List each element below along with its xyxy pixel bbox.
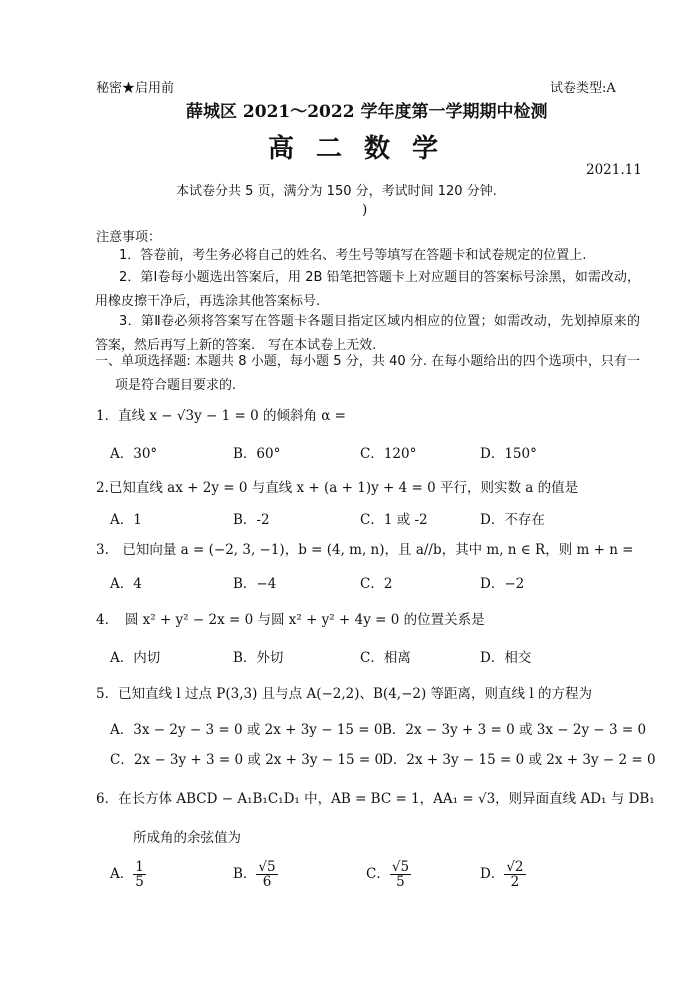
paper-type: 试卷类型:A xyxy=(550,81,616,96)
note-item-3: 3．第Ⅱ卷必须将答案写在答题卡各题目指定区域内相应的位置；如需改动，先划掉原来的答案，然后再写上新的答案. 写在本试卷上无效. xyxy=(95,314,640,353)
question-1-stem: 1．直线 x − √3y − 1 = 0 的倾斜角 α = xyxy=(96,408,346,424)
question-6-stem: 6．在长方体 ABCD − A₁B₁C₁D₁ 中，AB = BC = 1，AA₁ = √3，则异面直线 AD₁ 与 DB₁ xyxy=(96,791,655,807)
question-1-option-a: A．30° xyxy=(110,446,158,462)
question-2-option-b: B．-2 xyxy=(233,512,270,528)
question-6-option-c: C． $\frac{√5}{5}$ xyxy=(366,859,410,891)
notes-heading: 注意事项： xyxy=(96,230,162,245)
question-2-option-c: C．1 或 -2 xyxy=(360,512,428,528)
question-1-option-d: D．150° xyxy=(480,446,537,462)
question-5-option-b: B．2x − 3y + 3 = 0 或 3x − 2y − 3 = 0 xyxy=(382,722,647,738)
question-3-option-b: B．−4 xyxy=(233,576,277,592)
question-4-option-d: D．相交 xyxy=(480,650,532,666)
question-6-option-d: D． $\frac{√2}{2}$ xyxy=(480,859,524,891)
question-6-option-b: B． $\frac{√5}{6}$ xyxy=(233,859,276,891)
exam-info: 本试卷分共 5 页，满分为 150 分，考试时间 120 分钟. xyxy=(176,184,497,199)
question-4-option-b: B．外切 xyxy=(233,650,284,666)
subject-title: 高二数学 xyxy=(268,134,461,164)
note-item-2: 2．第Ⅰ卷每小题选出答案后，用 2B 铅笔把答题卡上对应题目的答案标号涂黑，如需改动，用橡皮擦干净后，再选涂其他答案标号. xyxy=(95,270,640,309)
question-3-option-c: C．2 xyxy=(360,576,393,592)
question-2-option-d: D．不存在 xyxy=(480,512,545,528)
section-heading: 一、单项选择题: 本题共 8 小题，每小题 5 分，共 40 分. 在每小题给出的四个选项中，只有一项是符合题目要求的. xyxy=(95,354,640,393)
question-3-option-d: D．−2 xyxy=(480,576,525,592)
exam-title: 薛城区 2021～2022 学年度第一学期期中检测 xyxy=(186,102,548,122)
question-6-option-a: A． $\frac{1}{5}$ xyxy=(110,859,144,891)
question-5-option-d: D．2x + 3y − 15 = 0 或 2x + 3y − 2 = 0 xyxy=(382,752,656,768)
question-1-option-c: C．120° xyxy=(360,446,417,462)
question-1-option-b: B．60° xyxy=(233,446,281,462)
question-3-stem: 3. 已知向量 a = (−2, 3, −1)，b = (4, m, n)，且 a//b，其中 m, n ∈ R，则 m + n = xyxy=(96,542,634,558)
question-5-stem: 5．已知直线 l 过点 P(3,3) 且与点 A(−2,2)、B(4,−2) 等距离，则直线 l 的方程为 xyxy=(96,686,592,702)
question-4-stem: 4． 圆 x² + y² − 2x = 0 与圆 x² + y² + 4y = 0 的位置关系是 xyxy=(96,612,485,628)
exam-date: 2021.11 xyxy=(586,162,642,178)
question-4-option-c: C．相离 xyxy=(360,650,411,666)
question-2-stem: 2.已知直线 ax + 2y = 0 与直线 x + (a + 1)y + 4 = 0 平行，则实数 a 的值是 xyxy=(96,480,579,496)
secret-label: 秘密★启用前 xyxy=(96,81,175,96)
question-2-option-a: A．1 xyxy=(110,512,142,528)
stray-mark: ) xyxy=(362,202,368,218)
note-item-1: 1．答卷前，考生务必将自己的姓名、考生号等填写在答题卡和试卷规定的位置上. xyxy=(119,248,587,263)
question-3-option-a: A．4 xyxy=(110,576,142,592)
question-5-option-c: C．2x − 3y + 3 = 0 或 2x + 3y − 15 = 0 xyxy=(110,752,384,768)
question-4-option-a: A．内切 xyxy=(110,650,161,666)
question-5-option-a: A．3x − 2y − 3 = 0 或 2x + 3y − 15 = 0 xyxy=(110,722,383,738)
question-6-stem-continued: 所成角的余弦值为 xyxy=(133,830,241,846)
